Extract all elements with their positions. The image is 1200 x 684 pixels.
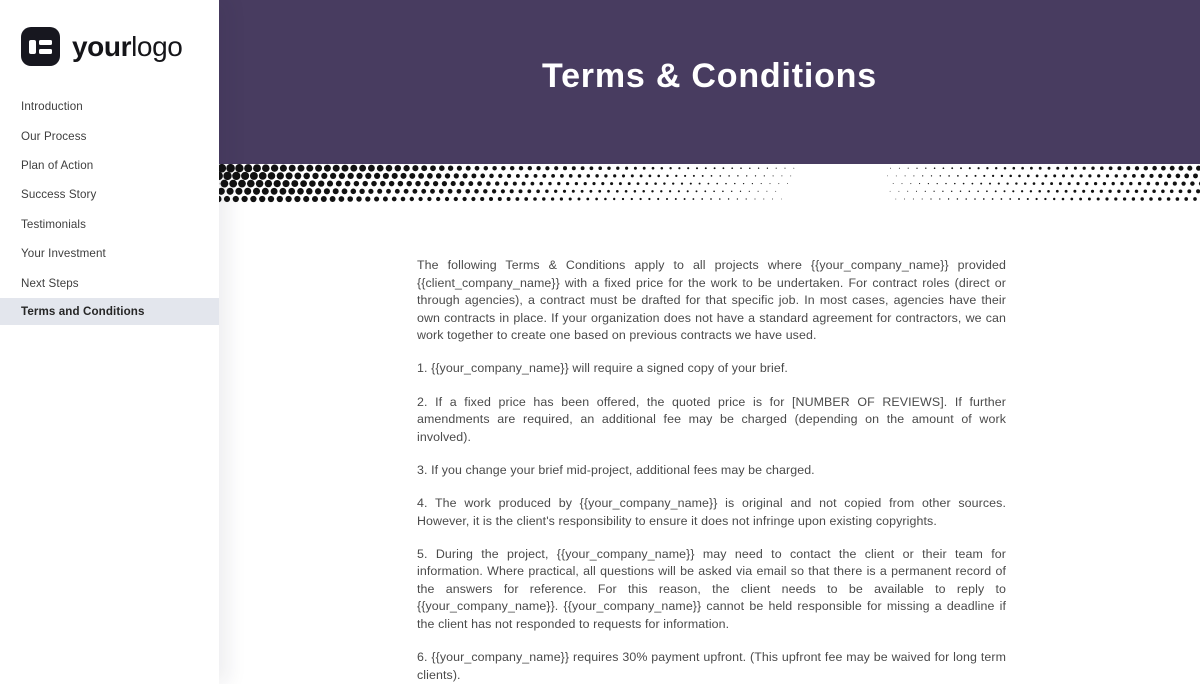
sidebar-item-your-investment[interactable]: Your Investment <box>21 247 106 261</box>
sidebar-item-success-story[interactable]: Success Story <box>21 188 97 202</box>
sidebar-nav <box>0 92 219 325</box>
terms-paragraph-3: 2. If a fixed price has been offered, the quoted price is for [NUMBER OF REVIEWS]. If further amendments are required, an additional fee may be charged (depending on the amount of work involved). <box>417 394 1006 444</box>
sidebar-item-our-process[interactable]: Our Process <box>21 129 87 143</box>
sidebar-item-testimonials[interactable]: Testimonials <box>21 217 86 231</box>
terms-paragraph-7: 6. {{your_company_name}} requires 30% payment upfront. (This upfront fee may be waived for long term clients). <box>417 650 1006 682</box>
terms-paragraph-2: 1. {{your_company_name}} will require a signed copy of your brief. <box>417 361 788 376</box>
logo[interactable] <box>21 27 182 66</box>
terms-paragraph-5: 4. The work produced by {{your_company_name}} is original and not copied from other sources. However, it is the client's responsibility to ensure it does not infringe upon existing copyrights. <box>417 495 1006 528</box>
logo-icon-block <box>29 40 36 54</box>
page-title: Terms & Conditions <box>542 56 877 95</box>
logo-text <box>72 31 182 63</box>
page-header <box>219 0 1200 164</box>
logo-text-light: logo <box>131 30 183 62</box>
terms-paragraphs <box>417 257 1006 684</box>
halftone-band <box>219 164 1200 204</box>
sidebar-item-introduction[interactable]: Introduction <box>21 100 83 114</box>
logo-icon-bar-bottom <box>39 49 52 54</box>
terms-paragraph-4: 3. If you change your brief mid-project, additional fees may be charged. <box>417 462 815 477</box>
sidebar-item-terms-and-conditions[interactable]: Terms and Conditions <box>0 298 219 325</box>
terms-paragraph-1: The following Terms & Conditions apply to all projects where {{your_company_name}} provided {{client_company_name}} with a fixed price for the work to be undertaken. For contract roles (direct or through agencies), a contract must be drafted for that specific job. In most cases, agencies have their own contracts in place. If your organization does not have a standard agreement for contractors, we can work together to create one based on previous contracts we have used. <box>417 258 1006 343</box>
logo-icon <box>21 27 60 66</box>
terms-paragraph-6: 5. During the project, {{your_company_name}} may need to contact the client or their team for information. Where practical, all questions will be asked via email so that there is a permanent record of the answers for reference. For this reason, the client needs to be available to reply to {{your_company_name}}. {{your_company_name}} cannot be held responsible for missing a deadline if the client has not responded to requests for information. <box>417 546 1006 631</box>
logo-icon-bar-top <box>39 40 52 45</box>
sidebar-item-plan-of-action[interactable]: Plan of Action <box>21 158 94 172</box>
sidebar-item-next-steps[interactable]: Next Steps <box>21 276 79 290</box>
halftone-pattern <box>219 164 1200 204</box>
logo-text-bold: your <box>72 30 132 62</box>
terms-content <box>417 257 1006 684</box>
sidebar <box>0 0 219 684</box>
